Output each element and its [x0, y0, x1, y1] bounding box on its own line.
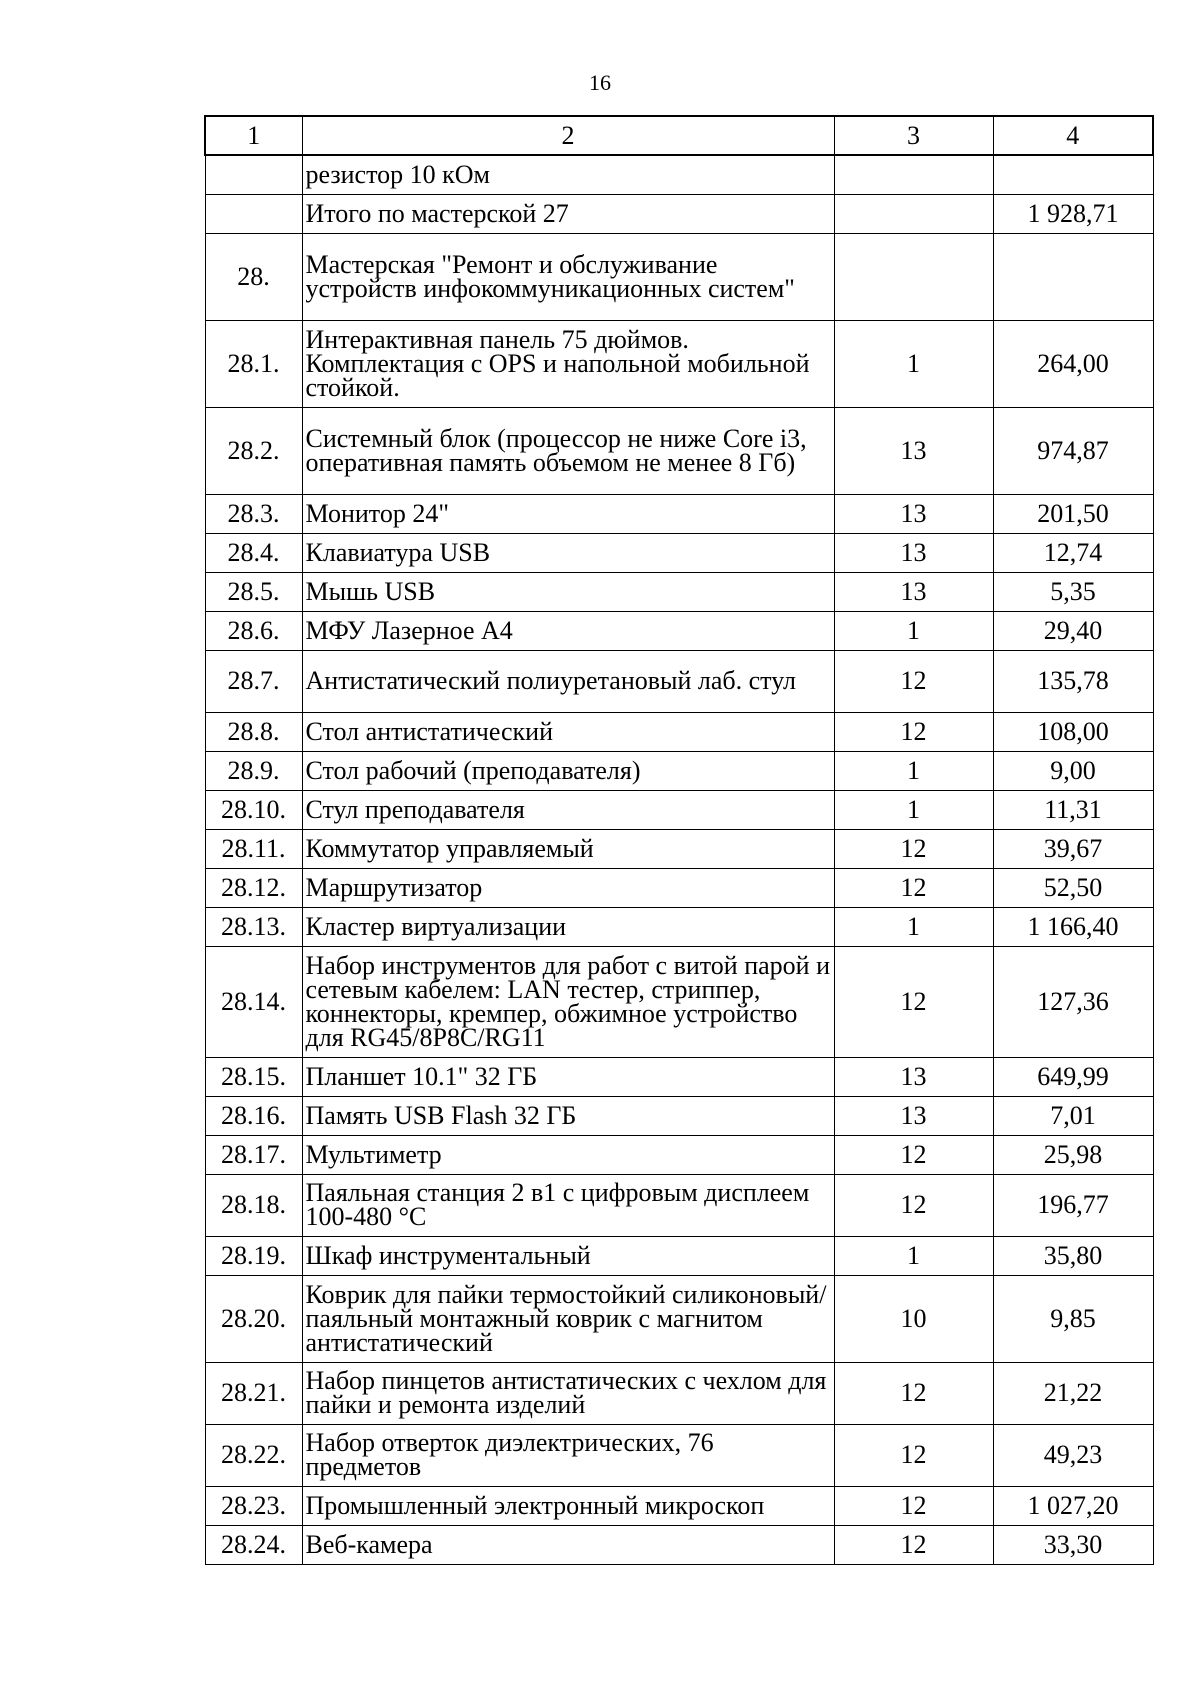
row-item-name: Стол антистатический: [302, 712, 834, 751]
table-row: [205, 1174, 1153, 1236]
row-number: 28.9.: [205, 751, 302, 790]
row-item-name: Набор отверток диэлектрических, 76 предметов: [302, 1424, 834, 1486]
row-number: 28.20.: [205, 1275, 302, 1362]
table-row: [205, 1486, 1153, 1525]
table-row: [205, 320, 1153, 407]
row-item-name: Стул преподавателя: [302, 790, 834, 829]
table-row: [205, 611, 1153, 650]
table-row: [205, 1525, 1153, 1564]
table-row: [205, 1135, 1153, 1174]
row-quantity: 12: [834, 1362, 993, 1424]
equipment-table: [204, 115, 1154, 1565]
row-quantity: 1: [834, 320, 993, 407]
row-amount: 11,31: [993, 790, 1153, 829]
row-quantity: [834, 155, 993, 194]
row-quantity: 1: [834, 790, 993, 829]
row-number: 28.16.: [205, 1096, 302, 1135]
row-item-name: Промышленный электронный микроскоп: [302, 1486, 834, 1525]
row-amount: 9,85: [993, 1275, 1153, 1362]
row-number: 28.22.: [205, 1424, 302, 1486]
row-item-name: Монитор 24": [302, 494, 834, 533]
row-item-name: Коврик для пайки термостойкий силиконовый/паяльный монтажный коврик с магнитом антистатический: [302, 1275, 834, 1362]
row-amount: 108,00: [993, 712, 1153, 751]
row-amount: 9,00: [993, 751, 1153, 790]
table-row: [205, 572, 1153, 611]
row-number: 28.19.: [205, 1236, 302, 1275]
row-amount: 35,80: [993, 1236, 1153, 1275]
row-item-name: Шкаф инструментальный: [302, 1236, 834, 1275]
table-row: [205, 829, 1153, 868]
page-number: 16: [589, 70, 611, 95]
row-amount: 1 027,20: [993, 1486, 1153, 1525]
row-item-name: Итого по мастерской 27: [302, 194, 834, 233]
row-quantity: 12: [834, 712, 993, 751]
row-number: 28.2.: [205, 407, 302, 494]
table-row: [205, 751, 1153, 790]
row-quantity: 12: [834, 946, 993, 1057]
row-quantity: 12: [834, 1174, 993, 1236]
table-row: [205, 1057, 1153, 1096]
row-amount: 196,77: [993, 1174, 1153, 1236]
table-row: [205, 1275, 1153, 1362]
row-quantity: 1: [834, 751, 993, 790]
row-quantity: 1: [834, 611, 993, 650]
row-item-name: Набор пинцетов антистатических с чехлом для пайки и ремонта изделий: [302, 1362, 834, 1424]
table-row: [205, 494, 1153, 533]
row-number: 28.18.: [205, 1174, 302, 1236]
row-item-name: резистор 10 кОм: [302, 155, 834, 194]
row-item-name: Набор инструментов для работ с витой парой и сетевым кабелем: LAN тестер, стриппер, коннекторы, кремпер, обжимное устройство для RG45/8P8C/RG11: [302, 946, 834, 1057]
row-item-name: Интерактивная панель 75 дюймов. Комплектация с OPS и напольной мобильной стойкой.: [302, 320, 834, 407]
row-amount: 29,40: [993, 611, 1153, 650]
row-quantity: 13: [834, 533, 993, 572]
row-number: 28.23.: [205, 1486, 302, 1525]
row-amount: 39,67: [993, 829, 1153, 868]
row-number: 28.3.: [205, 494, 302, 533]
table-row: [205, 1362, 1153, 1424]
row-amount: 264,00: [993, 320, 1153, 407]
row-quantity: [834, 233, 993, 320]
row-amount: 25,98: [993, 1135, 1153, 1174]
row-number: 28.7.: [205, 650, 302, 712]
row-number: 28.24.: [205, 1525, 302, 1564]
row-amount: 1 166,40: [993, 907, 1153, 946]
row-amount: 127,36: [993, 946, 1153, 1057]
row-amount: 649,99: [993, 1057, 1153, 1096]
row-item-name: Стол рабочий (преподавателя): [302, 751, 834, 790]
row-quantity: 12: [834, 829, 993, 868]
row-quantity: 12: [834, 650, 993, 712]
row-number: 28.6.: [205, 611, 302, 650]
row-quantity: 13: [834, 572, 993, 611]
row-amount: 12,74: [993, 533, 1153, 572]
row-quantity: 1: [834, 907, 993, 946]
row-number: 28.14.: [205, 946, 302, 1057]
row-item-name: Мастерская "Ремонт и обслуживание устройств инфокоммуникационных систем": [302, 233, 834, 320]
row-item-name: Планшет 10.1" 32 ГБ: [302, 1057, 834, 1096]
row-quantity: 12: [834, 1135, 993, 1174]
row-number: 28.21.: [205, 1362, 302, 1424]
row-number: [205, 194, 302, 233]
row-item-name: Коммутатор управляемый: [302, 829, 834, 868]
row-item-name: Кластер виртуализации: [302, 907, 834, 946]
table-row: [205, 907, 1153, 946]
row-amount: [993, 155, 1153, 194]
row-amount: 33,30: [993, 1525, 1153, 1564]
column-header-4: 4: [993, 116, 1153, 155]
row-item-name: Веб-камера: [302, 1525, 834, 1564]
table-row: [205, 533, 1153, 572]
row-item-name: Антистатический полиуретановый лаб. стул: [302, 650, 834, 712]
row-amount: 49,23: [993, 1424, 1153, 1486]
row-item-name: МФУ Лазерное А4: [302, 611, 834, 650]
table-row: [205, 650, 1153, 712]
row-item-name: Память USB Flash 32 ГБ: [302, 1096, 834, 1135]
column-header-2: 2: [302, 116, 834, 155]
row-item-name: Маршрутизатор: [302, 868, 834, 907]
row-quantity: 12: [834, 868, 993, 907]
table-row: [205, 407, 1153, 494]
row-amount: 974,87: [993, 407, 1153, 494]
row-number: 28.13.: [205, 907, 302, 946]
row-amount: 1 928,71: [993, 194, 1153, 233]
row-number: 28.15.: [205, 1057, 302, 1096]
table-row: [205, 712, 1153, 751]
table-row: [205, 790, 1153, 829]
row-number: 28.17.: [205, 1135, 302, 1174]
row-number: 28.5.: [205, 572, 302, 611]
row-quantity: 13: [834, 1096, 993, 1135]
row-item-name: Системный блок (процессор не ниже Core i3, оперативная память объемом не менее 8 Гб): [302, 407, 834, 494]
row-quantity: 12: [834, 1486, 993, 1525]
table-row: [205, 155, 1153, 194]
table-row: [205, 1096, 1153, 1135]
row-amount: 52,50: [993, 868, 1153, 907]
row-amount: 5,35: [993, 572, 1153, 611]
table-row: [205, 946, 1153, 1057]
row-quantity: 10: [834, 1275, 993, 1362]
table-header-row: [205, 116, 1153, 155]
row-amount: 201,50: [993, 494, 1153, 533]
row-quantity: 13: [834, 494, 993, 533]
row-amount: [993, 233, 1153, 320]
row-item-name: Мышь USB: [302, 572, 834, 611]
row-quantity: 13: [834, 407, 993, 494]
row-item-name: Паяльная станция 2 в1 с цифровым дисплеем 100-480 °С: [302, 1174, 834, 1236]
row-amount: 7,01: [993, 1096, 1153, 1135]
table-row: [205, 1236, 1153, 1275]
row-number: 28.11.: [205, 829, 302, 868]
row-quantity: 12: [834, 1525, 993, 1564]
column-header-3: 3: [834, 116, 993, 155]
table-row: [205, 233, 1153, 320]
table-row: [205, 868, 1153, 907]
row-quantity: 1: [834, 1236, 993, 1275]
row-number: 28.1.: [205, 320, 302, 407]
row-number: 28.: [205, 233, 302, 320]
row-number: 28.8.: [205, 712, 302, 751]
column-header-1: 1: [205, 116, 302, 155]
row-amount: 21,22: [993, 1362, 1153, 1424]
row-item-name: Мультиметр: [302, 1135, 834, 1174]
row-quantity: [834, 194, 993, 233]
row-number: 28.10.: [205, 790, 302, 829]
row-number: [205, 155, 302, 194]
row-number: 28.4.: [205, 533, 302, 572]
table-row: [205, 194, 1153, 233]
table-row: [205, 1424, 1153, 1486]
row-item-name: Клавиатура USB: [302, 533, 834, 572]
table-body: [205, 116, 1153, 1564]
row-quantity: 12: [834, 1424, 993, 1486]
row-quantity: 13: [834, 1057, 993, 1096]
row-number: 28.12.: [205, 868, 302, 907]
row-amount: 135,78: [993, 650, 1153, 712]
